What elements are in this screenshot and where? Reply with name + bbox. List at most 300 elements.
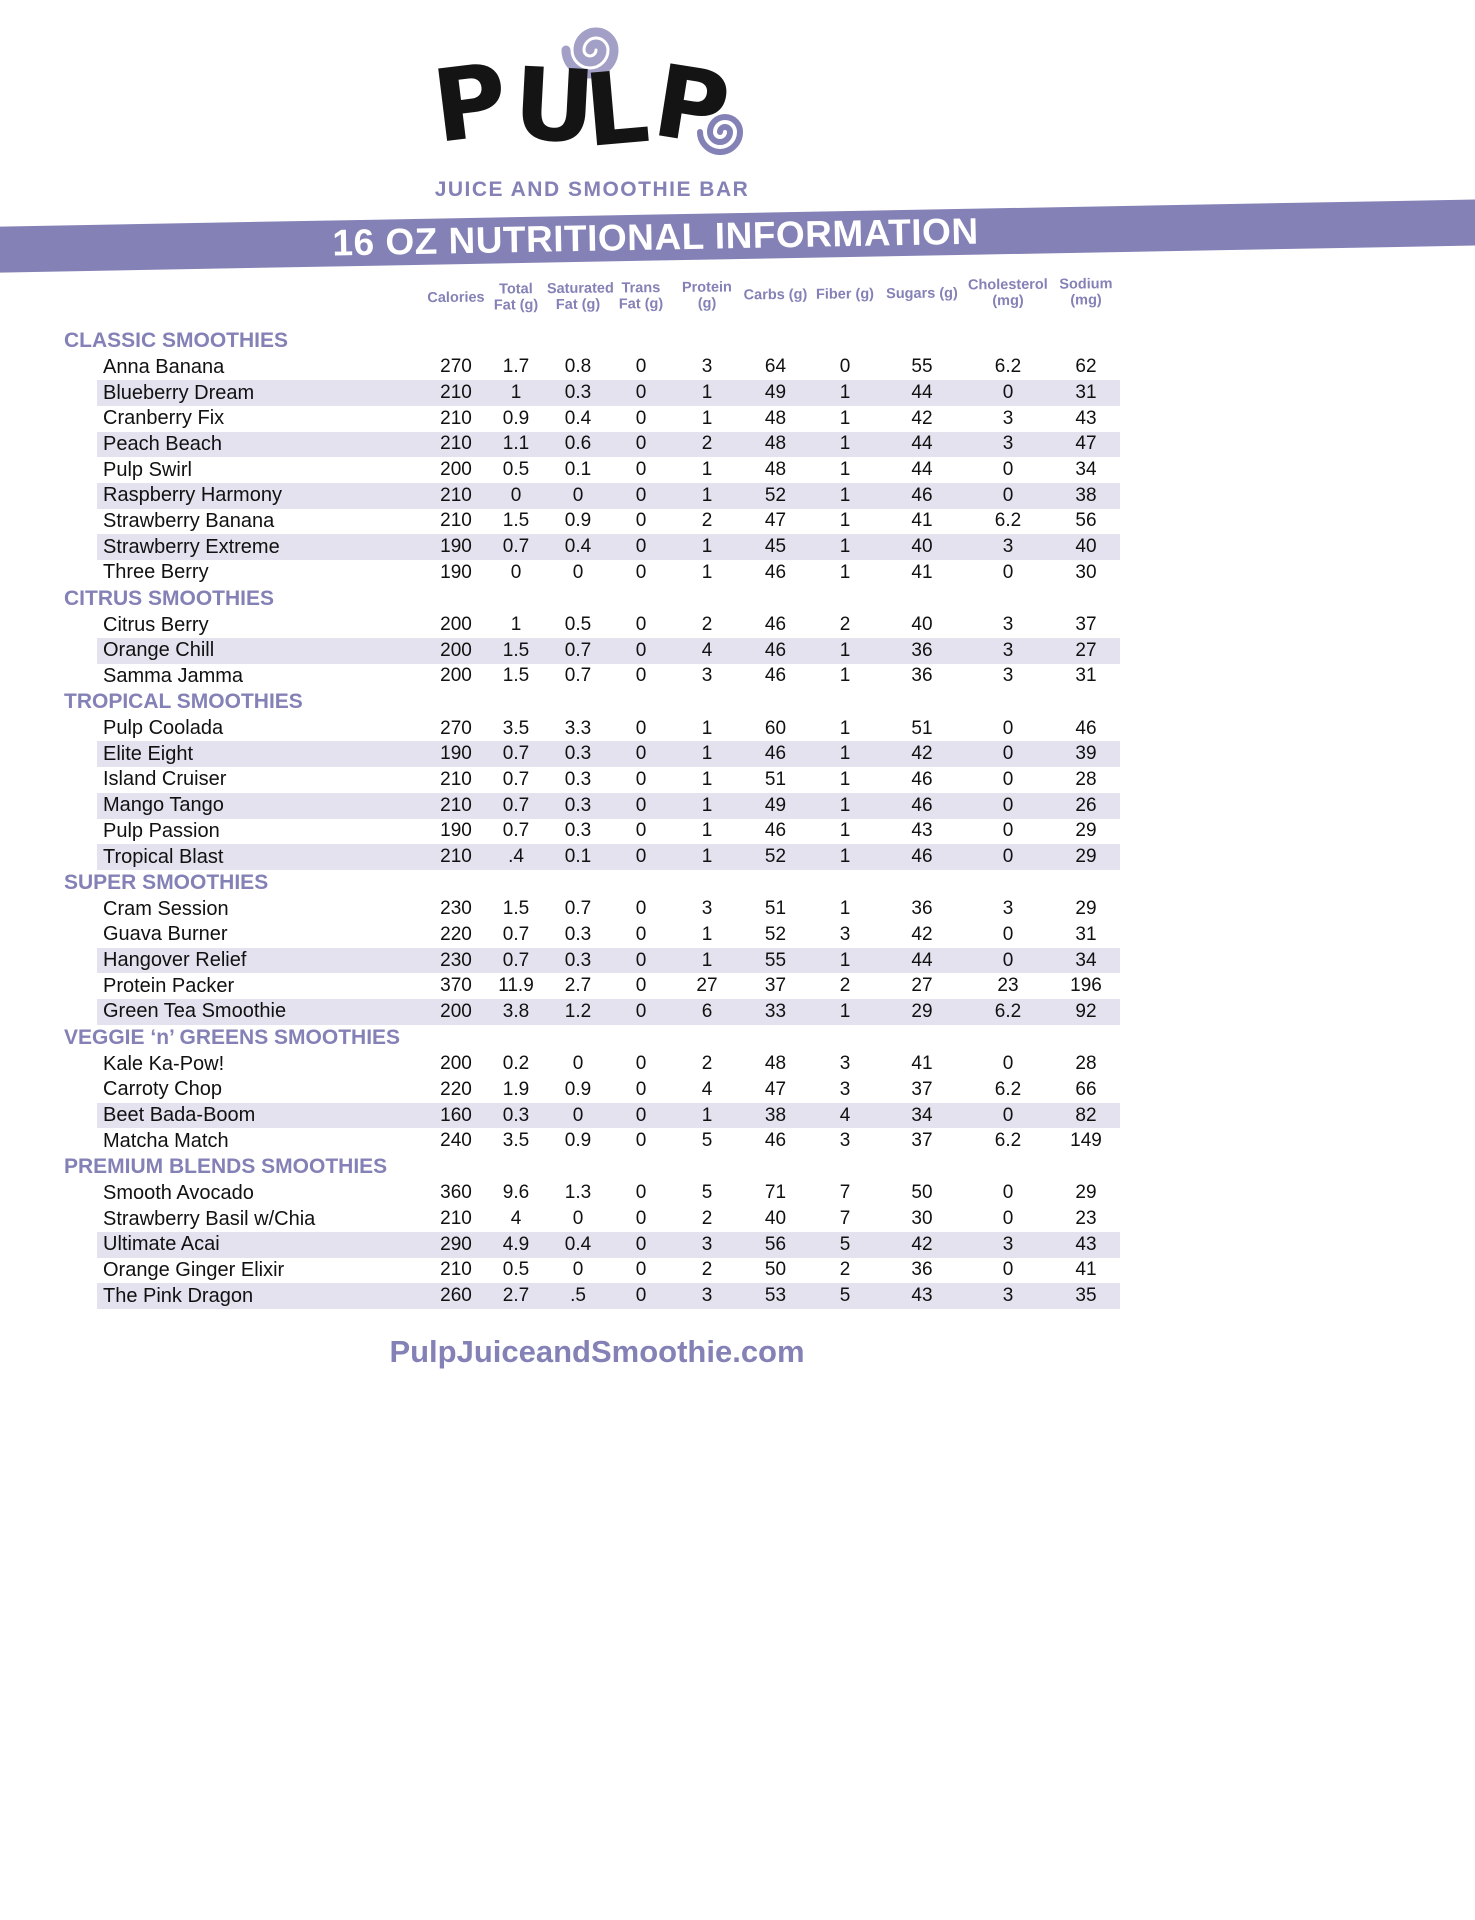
item-value: 33 bbox=[764, 1000, 787, 1022]
item-value: 0.7 bbox=[502, 768, 530, 790]
item-value: 28 bbox=[1075, 1053, 1097, 1075]
item-value: 0 bbox=[635, 768, 647, 790]
column-header: Calories bbox=[427, 289, 485, 307]
table-row bbox=[97, 355, 1120, 381]
item-value: 0 bbox=[572, 1208, 584, 1230]
item-value: 1 bbox=[701, 949, 713, 971]
item-value: 0 bbox=[635, 923, 647, 945]
item-value: 3 bbox=[701, 356, 713, 378]
table-row bbox=[97, 1258, 1120, 1284]
item-value: 200 bbox=[440, 1000, 472, 1022]
page-title: 16 OZ NUTRITIONAL INFORMATION bbox=[332, 210, 979, 264]
item-value: 2 bbox=[701, 614, 713, 636]
item-value: 46 bbox=[911, 484, 933, 506]
pulp-logo bbox=[422, 20, 762, 180]
item-value: 0 bbox=[839, 356, 851, 378]
item-value: 29 bbox=[1075, 846, 1097, 868]
item-value: 1 bbox=[510, 382, 522, 404]
item-value: 36 bbox=[911, 639, 933, 661]
item-value: 0 bbox=[635, 484, 647, 506]
item-name: Peach Beach bbox=[103, 432, 222, 455]
column-header-spacer bbox=[97, 298, 427, 301]
item-value: 48 bbox=[764, 459, 787, 481]
item-value: 46 bbox=[764, 743, 787, 765]
item-value: 6.2 bbox=[994, 356, 1022, 378]
item-value: 0.5 bbox=[502, 459, 530, 481]
item-value: 1 bbox=[839, 949, 851, 971]
item-value: 43 bbox=[1075, 1233, 1097, 1255]
item-value: 0.3 bbox=[564, 743, 592, 765]
item-value: 0 bbox=[1002, 794, 1014, 816]
item-value: 0 bbox=[1002, 923, 1014, 945]
item-value: 49 bbox=[764, 794, 787, 816]
item-value: 3 bbox=[839, 1130, 851, 1152]
item-value: 1 bbox=[701, 407, 713, 429]
item-value: 0 bbox=[635, 561, 647, 583]
item-value: 5 bbox=[701, 1130, 713, 1152]
item-value: .5 bbox=[570, 1285, 586, 1307]
item-value: 1.9 bbox=[502, 1078, 530, 1100]
item-value: 0 bbox=[635, 1000, 647, 1022]
item-value: 200 bbox=[440, 614, 472, 636]
item-value: 3.3 bbox=[564, 717, 592, 739]
item-value: 0 bbox=[635, 433, 647, 455]
item-value: 82 bbox=[1075, 1104, 1097, 1126]
logo-letter: P bbox=[426, 40, 514, 166]
item-value: 290 bbox=[440, 1233, 472, 1255]
item-value: 23 bbox=[1075, 1208, 1097, 1230]
section-header: TROPICAL SMOOTHIES bbox=[64, 690, 303, 714]
item-value: 52 bbox=[764, 846, 787, 868]
table-row bbox=[97, 406, 1120, 432]
item-value: 0 bbox=[635, 1053, 647, 1075]
item-value: 1 bbox=[839, 898, 851, 920]
item-value: 53 bbox=[764, 1285, 787, 1307]
item-value: 2 bbox=[839, 614, 851, 636]
item-name: Cranberry Fix bbox=[103, 407, 225, 430]
column-header: Saturated Fat (g) bbox=[546, 280, 614, 313]
item-value: 34 bbox=[911, 1104, 933, 1126]
item-value: 160 bbox=[440, 1104, 472, 1126]
item-value: 37 bbox=[764, 975, 787, 997]
item-value: 0 bbox=[1002, 1259, 1014, 1281]
item-value: 36 bbox=[911, 1259, 933, 1281]
item-value: 0.3 bbox=[564, 768, 592, 790]
item-value: 28 bbox=[1075, 768, 1097, 790]
item-name: Guava Burner bbox=[103, 923, 228, 946]
item-value: 1 bbox=[701, 820, 713, 842]
item-value: 6.2 bbox=[994, 510, 1022, 532]
item-value: 46 bbox=[911, 794, 933, 816]
item-name: Elite Eight bbox=[103, 742, 194, 765]
column-header: Fiber (g) bbox=[815, 286, 875, 303]
item-value: 1 bbox=[839, 382, 851, 404]
website-link[interactable]: PulpJuiceandSmoothie.com bbox=[389, 1334, 805, 1369]
item-value: 2 bbox=[701, 1053, 713, 1075]
item-value: 270 bbox=[440, 356, 472, 378]
section-header: CITRUS SMOOTHIES bbox=[64, 586, 275, 610]
item-value: 38 bbox=[764, 1104, 787, 1126]
item-value: 0.3 bbox=[564, 949, 592, 971]
item-value: 29 bbox=[911, 1000, 933, 1022]
item-value: 0 bbox=[572, 484, 584, 506]
item-value: 38 bbox=[1075, 484, 1097, 506]
item-value: 46 bbox=[911, 768, 933, 790]
item-value: 29 bbox=[1075, 1182, 1097, 1204]
item-value: 47 bbox=[1075, 433, 1097, 455]
table-row bbox=[97, 483, 1120, 509]
item-value: 0 bbox=[635, 639, 647, 661]
item-value: 0 bbox=[635, 536, 647, 558]
item-name: Pulp Passion bbox=[103, 819, 220, 842]
item-value: 4.9 bbox=[502, 1233, 530, 1255]
item-value: 1 bbox=[701, 536, 713, 558]
item-value: 3 bbox=[701, 1233, 713, 1255]
item-value: 4 bbox=[510, 1208, 522, 1230]
item-value: 0 bbox=[635, 1233, 647, 1255]
item-value: 0 bbox=[635, 975, 647, 997]
item-value: 1.7 bbox=[502, 356, 530, 378]
item-value: 1 bbox=[839, 561, 851, 583]
item-value: 3 bbox=[701, 665, 713, 687]
item-value: 3 bbox=[1002, 614, 1014, 636]
item-value: 0 bbox=[1002, 1053, 1014, 1075]
item-value: 3.5 bbox=[502, 717, 530, 739]
column-header: Sodium (mg) bbox=[1059, 276, 1113, 309]
item-value: 1 bbox=[701, 382, 713, 404]
item-value: 190 bbox=[440, 743, 472, 765]
item-value: 56 bbox=[764, 1233, 787, 1255]
item-value: 0 bbox=[635, 898, 647, 920]
item-value: 0 bbox=[635, 1182, 647, 1204]
item-value: 3 bbox=[1002, 433, 1014, 455]
item-value: 36 bbox=[911, 898, 933, 920]
item-value: 31 bbox=[1075, 923, 1097, 945]
item-value: 0.3 bbox=[564, 923, 592, 945]
item-value: 41 bbox=[911, 561, 933, 583]
item-value: 48 bbox=[764, 407, 787, 429]
item-value: 42 bbox=[911, 743, 933, 765]
item-value: 0.4 bbox=[564, 536, 592, 558]
item-value: 1 bbox=[701, 768, 713, 790]
item-value: 0.7 bbox=[502, 949, 530, 971]
item-value: 1 bbox=[839, 820, 851, 842]
logo-letter: P bbox=[646, 42, 737, 170]
column-header: Carbs (g) bbox=[743, 286, 808, 304]
logo-tagline: JUICE AND SMOOTHIE BAR bbox=[434, 178, 750, 201]
item-value: 0 bbox=[1002, 1208, 1014, 1230]
item-value: 0.4 bbox=[564, 1233, 592, 1255]
item-value: 56 bbox=[1075, 510, 1097, 532]
item-value: 7 bbox=[839, 1182, 851, 1204]
item-value: .4 bbox=[508, 846, 524, 868]
item-value: 5 bbox=[839, 1285, 851, 1307]
item-value: 46 bbox=[764, 561, 787, 583]
item-value: 0.2 bbox=[502, 1053, 530, 1075]
item-value: 0 bbox=[635, 743, 647, 765]
item-value: 3 bbox=[1002, 1285, 1014, 1307]
item-value: 0.1 bbox=[564, 459, 592, 481]
item-value: 0 bbox=[572, 1053, 584, 1075]
item-value: 0 bbox=[635, 382, 647, 404]
item-value: 37 bbox=[1075, 614, 1097, 636]
item-value: 3 bbox=[1002, 536, 1014, 558]
item-name: Strawberry Extreme bbox=[103, 535, 280, 558]
item-value: 26 bbox=[1075, 794, 1097, 816]
item-value: 1.5 bbox=[502, 665, 530, 687]
item-value: 2 bbox=[701, 1259, 713, 1281]
table-row bbox=[97, 612, 1120, 638]
item-value: 0 bbox=[635, 1285, 647, 1307]
item-value: 40 bbox=[911, 536, 933, 558]
item-value: 44 bbox=[911, 459, 933, 481]
item-value: 0 bbox=[1002, 459, 1014, 481]
item-value: 0 bbox=[1002, 820, 1014, 842]
item-name: Hangover Relief bbox=[103, 949, 247, 972]
item-value: 3 bbox=[1002, 665, 1014, 687]
section-header: SUPER SMOOTHIES bbox=[64, 870, 269, 894]
item-value: 1 bbox=[839, 1000, 851, 1022]
item-name: Blueberry Dream bbox=[103, 381, 255, 404]
item-value: 0.8 bbox=[564, 356, 592, 378]
item-value: 1 bbox=[839, 717, 851, 739]
item-value: 27 bbox=[1075, 639, 1097, 661]
item-value: 0 bbox=[1002, 846, 1014, 868]
item-value: 0 bbox=[1002, 743, 1014, 765]
item-value: 0.9 bbox=[564, 1078, 592, 1100]
item-value: 210 bbox=[440, 510, 472, 532]
table-row bbox=[97, 999, 1120, 1025]
item-value: 0.3 bbox=[502, 1104, 530, 1126]
item-value: 210 bbox=[440, 382, 472, 404]
item-value: 1 bbox=[839, 743, 851, 765]
item-name: Orange Chill bbox=[103, 639, 215, 662]
item-value: 1 bbox=[510, 614, 522, 636]
item-value: 1 bbox=[701, 743, 713, 765]
table-row bbox=[97, 819, 1120, 845]
item-value: 3 bbox=[1002, 898, 1014, 920]
item-value: 46 bbox=[764, 1130, 787, 1152]
item-name: Tropical Blast bbox=[103, 845, 224, 868]
item-value: 1.5 bbox=[502, 639, 530, 661]
item-value: 220 bbox=[440, 923, 472, 945]
item-value: 36 bbox=[911, 665, 933, 687]
section-header: PREMIUM BLENDS SMOOTHIES bbox=[64, 1155, 388, 1179]
item-value: 0 bbox=[635, 1104, 647, 1126]
item-value: 42 bbox=[911, 407, 933, 429]
item-value: 2.7 bbox=[502, 1285, 530, 1307]
item-value: 2 bbox=[701, 433, 713, 455]
item-value: 0.9 bbox=[564, 1130, 592, 1152]
item-value: 0.7 bbox=[502, 923, 530, 945]
item-value: 4 bbox=[701, 639, 713, 661]
item-value: 52 bbox=[764, 484, 787, 506]
item-value: 1 bbox=[839, 639, 851, 661]
item-value: 230 bbox=[440, 898, 472, 920]
table-row bbox=[97, 1206, 1120, 1232]
item-value: 1 bbox=[701, 1104, 713, 1126]
item-value: 29 bbox=[1075, 898, 1097, 920]
table-row bbox=[97, 560, 1120, 586]
item-value: 360 bbox=[440, 1182, 472, 1204]
item-value: 60 bbox=[764, 717, 787, 739]
section-header: VEGGIE ‘n’ GREENS SMOOTHIES bbox=[64, 1025, 401, 1049]
item-value: 200 bbox=[440, 459, 472, 481]
item-value: 1 bbox=[701, 717, 713, 739]
item-name: Pulp Coolada bbox=[103, 717, 224, 740]
item-value: 1.3 bbox=[564, 1182, 592, 1204]
item-value: 42 bbox=[911, 923, 933, 945]
item-value: 6 bbox=[701, 1000, 713, 1022]
item-value: 0 bbox=[635, 846, 647, 868]
item-name: Kale Ka-Pow! bbox=[103, 1052, 225, 1075]
item-value: 0 bbox=[635, 459, 647, 481]
item-value: 3.5 bbox=[502, 1130, 530, 1152]
item-value: 29 bbox=[1075, 820, 1097, 842]
item-value: 1 bbox=[839, 665, 851, 687]
table-row bbox=[97, 896, 1120, 922]
item-value: 0 bbox=[635, 665, 647, 687]
item-value: 0 bbox=[572, 561, 584, 583]
item-value: 240 bbox=[440, 1130, 472, 1152]
item-value: 1.1 bbox=[502, 433, 530, 455]
item-value: 0 bbox=[635, 949, 647, 971]
item-name: The Pink Dragon bbox=[103, 1284, 254, 1307]
item-value: 0 bbox=[635, 1208, 647, 1230]
item-value: 0.1 bbox=[564, 846, 592, 868]
item-value: 0.7 bbox=[502, 536, 530, 558]
item-value: 210 bbox=[440, 768, 472, 790]
item-value: 2 bbox=[701, 510, 713, 532]
item-value: 0 bbox=[510, 561, 522, 583]
item-value: 41 bbox=[911, 1053, 933, 1075]
table-row bbox=[97, 973, 1120, 999]
column-header: Cholesterol (mg) bbox=[967, 276, 1048, 310]
table-row bbox=[97, 534, 1120, 560]
item-value: 2.7 bbox=[564, 975, 592, 997]
item-value: 2 bbox=[839, 1259, 851, 1281]
item-value: 0.5 bbox=[564, 614, 592, 636]
item-value: 0 bbox=[635, 1259, 647, 1281]
item-value: 62 bbox=[1075, 356, 1097, 378]
item-value: 71 bbox=[764, 1182, 787, 1204]
item-value: 55 bbox=[911, 356, 933, 378]
item-value: 46 bbox=[764, 614, 787, 636]
table-row bbox=[97, 922, 1120, 948]
item-value: 0 bbox=[635, 717, 647, 739]
item-value: 0.3 bbox=[564, 820, 592, 842]
item-value: 190 bbox=[440, 820, 472, 842]
item-value: 44 bbox=[911, 433, 933, 455]
item-value: 50 bbox=[764, 1259, 787, 1281]
item-value: 210 bbox=[440, 794, 472, 816]
item-name: Beet Bada-Boom bbox=[103, 1104, 256, 1127]
item-name: Cram Session bbox=[103, 897, 229, 920]
item-value: 41 bbox=[1075, 1259, 1097, 1281]
item-value: 210 bbox=[440, 1208, 472, 1230]
item-value: 43 bbox=[911, 1285, 933, 1307]
item-value: 3 bbox=[701, 1285, 713, 1307]
item-value: 1.5 bbox=[502, 898, 530, 920]
item-value: 31 bbox=[1075, 665, 1097, 687]
item-value: 0 bbox=[1002, 949, 1014, 971]
item-value: 4 bbox=[701, 1078, 713, 1100]
item-value: 6.2 bbox=[994, 1078, 1022, 1100]
item-value: 0 bbox=[510, 484, 522, 506]
item-value: 34 bbox=[1075, 459, 1097, 481]
item-value: 210 bbox=[440, 433, 472, 455]
item-value: 64 bbox=[764, 356, 787, 378]
table-row bbox=[97, 432, 1120, 458]
item-value: 0 bbox=[1002, 484, 1014, 506]
item-value: 0.3 bbox=[564, 794, 592, 816]
item-value: 370 bbox=[440, 975, 472, 997]
item-value: 47 bbox=[764, 1078, 787, 1100]
item-value: 23 bbox=[997, 975, 1019, 997]
item-value: 0.7 bbox=[502, 794, 530, 816]
item-name: Mango Tango bbox=[103, 794, 224, 817]
item-name: Protein Packer bbox=[103, 974, 235, 997]
item-value: 43 bbox=[1075, 407, 1097, 429]
logo-letter: L bbox=[579, 47, 654, 170]
item-value: 51 bbox=[764, 768, 787, 790]
item-value: 0 bbox=[635, 407, 647, 429]
table-row bbox=[97, 664, 1120, 690]
item-value: 2 bbox=[839, 975, 851, 997]
item-value: 3.8 bbox=[502, 1000, 530, 1022]
item-value: 7 bbox=[839, 1208, 851, 1230]
item-value: 0 bbox=[635, 356, 647, 378]
item-value: 43 bbox=[911, 820, 933, 842]
item-value: 1 bbox=[839, 459, 851, 481]
nutrition-table bbox=[64, 328, 1120, 1309]
table-row bbox=[97, 793, 1120, 819]
item-value: 3 bbox=[839, 1078, 851, 1100]
item-value: 1 bbox=[701, 459, 713, 481]
item-name: Matcha Match bbox=[103, 1129, 229, 1152]
item-value: 3 bbox=[1002, 1233, 1014, 1255]
item-value: 1 bbox=[839, 433, 851, 455]
table-row bbox=[97, 1128, 1120, 1154]
item-value: 210 bbox=[440, 407, 472, 429]
column-header: Total Fat (g) bbox=[493, 281, 539, 314]
table-row bbox=[97, 638, 1120, 664]
item-value: 27 bbox=[911, 975, 933, 997]
item-value: 1.2 bbox=[564, 1000, 592, 1022]
item-value: 37 bbox=[911, 1130, 933, 1152]
item-value: 0.4 bbox=[564, 407, 592, 429]
item-value: 40 bbox=[1075, 536, 1097, 558]
item-value: 46 bbox=[764, 820, 787, 842]
item-value: 44 bbox=[911, 382, 933, 404]
item-value: 46 bbox=[764, 639, 787, 661]
item-value: 0 bbox=[635, 1078, 647, 1100]
column-header: Trans Fat (g) bbox=[618, 280, 664, 313]
item-value: 0 bbox=[1002, 1104, 1014, 1126]
table-row bbox=[97, 741, 1120, 767]
item-value: 1 bbox=[701, 484, 713, 506]
item-value: 3 bbox=[701, 898, 713, 920]
item-value: 1 bbox=[701, 561, 713, 583]
item-value: 1 bbox=[839, 768, 851, 790]
item-value: 41 bbox=[911, 510, 933, 532]
item-value: 51 bbox=[764, 898, 787, 920]
item-value: 200 bbox=[440, 1053, 472, 1075]
item-value: 270 bbox=[440, 717, 472, 739]
table-row bbox=[97, 844, 1120, 870]
item-value: 1 bbox=[839, 794, 851, 816]
item-value: 0.9 bbox=[564, 510, 592, 532]
